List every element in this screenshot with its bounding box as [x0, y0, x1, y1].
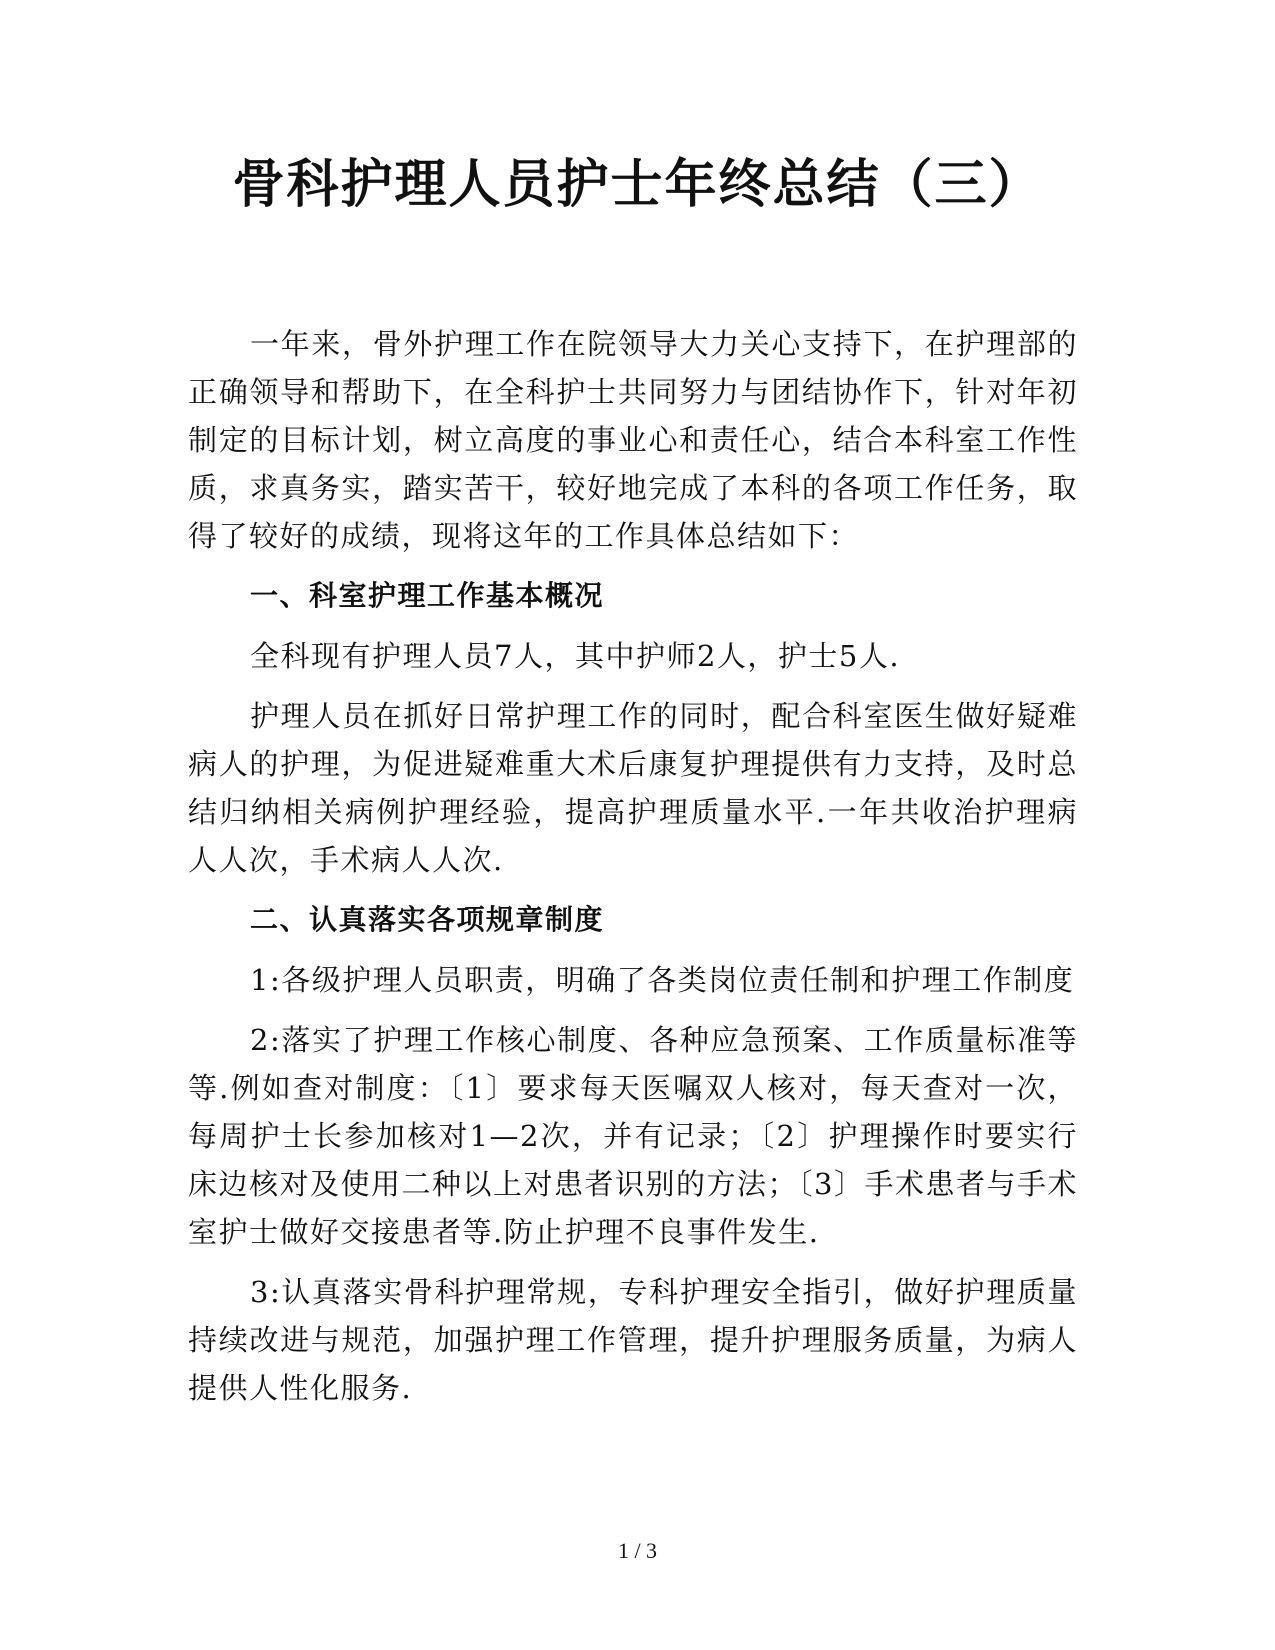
section2-paragraph-2: 2:落实了护理工作核心制度、各种应急预案、工作质量标准等等.例如查对制度：〔1〕要求每天医嘱双人核对，每天查对一次，每周护士长参加核对1—2次，并有记录；〔2〕护理操作时要实行床边核对及使用二种以上对患者识别的方法；〔3〕手术患者与手术室护士做好交接患者等.防止护理不良事件发生.	[188, 1023, 1078, 1249]
intro-paragraph: 一年来，骨外护理工作在院领导大力关心支持下，在护理部的正确领导和帮助下，在全科护士共同努力与团结协作下，针对年初制定的目标计划，树立高度的事业心和责任心，结合本科室工作性质，求真务实，踏实苦干，较好地完成了本科的各项工作任务，取得了较好的成绩，现将这年的工作具体总结如下：	[188, 327, 1078, 553]
section1-paragraph-2: 护理人员在抓好日常护理工作的同时，配合科室医生做好疑难病人的护理，为促进疑难重大术后康复护理提供有力支持，及时总结归纳相关病例护理经验，提高护理质量水平.一年共收治护理病人人次，手术病人人次.	[188, 699, 1078, 877]
section2-paragraph-1: 1:各级护理人员职责，明确了各类岗位责任制和护理工作制度	[250, 963, 1075, 997]
section-heading-1: 一、科室护理工作基本概况	[250, 579, 605, 612]
page-number: 1 / 3	[617, 1538, 658, 1563]
page-title: 骨科护理人员护士年终总结（三）	[232, 155, 1043, 215]
section-heading-2: 二、认真落实各项规章制度	[250, 903, 605, 936]
section1-paragraph-1: 全科现有护理人员7人，其中护师2人，护士5人.	[250, 639, 901, 673]
section2-paragraph-3: 3:认真落实骨科护理常规，专科护理安全指引，做好护理质量持续改进与规范，加强护理工作管理，提升护理服务质量，为病人提供人性化服务.	[188, 1275, 1078, 1405]
document-body	[188, 320, 1078, 1424]
